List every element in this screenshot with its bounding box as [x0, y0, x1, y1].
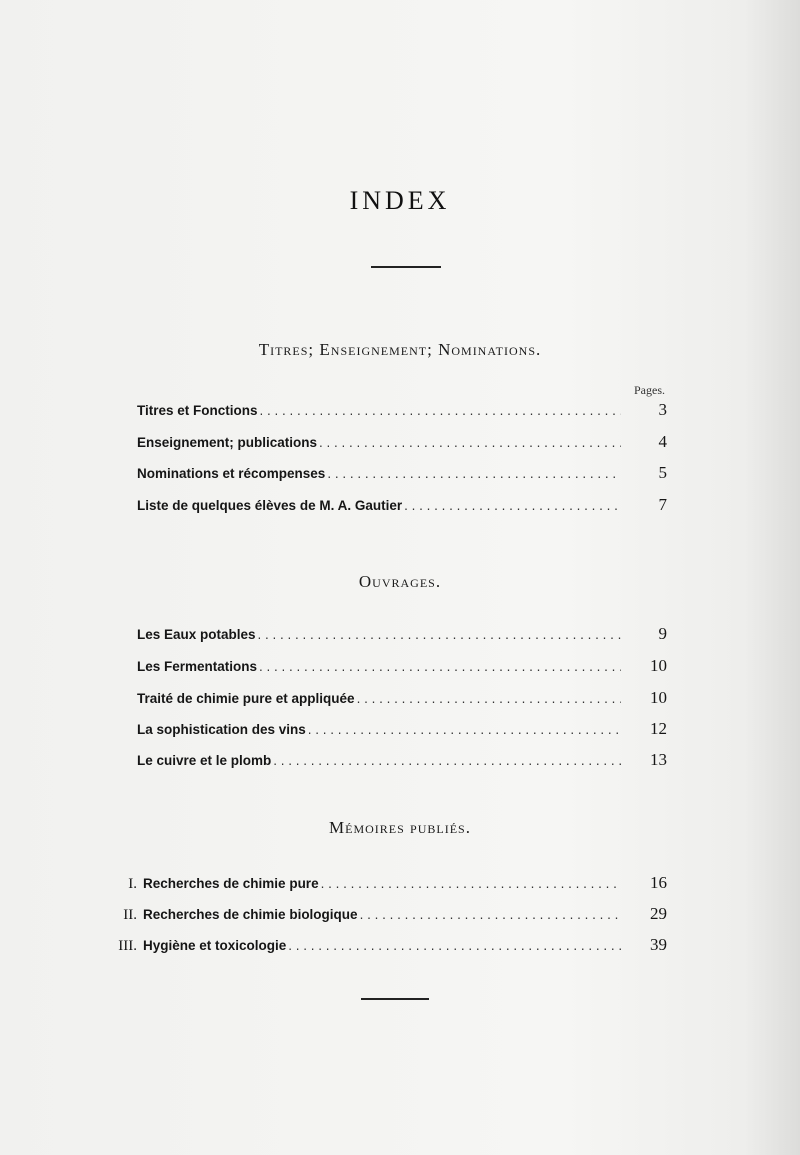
entry-label: Liste de quelques élèves de M. A. Gautier: [137, 498, 403, 513]
entry-page: 16: [650, 873, 667, 892]
section-heading-titres: Titres; Enseignement; Nominations.: [258, 340, 542, 359]
index-entry: [107, 873, 667, 897]
entry-page: 4: [658, 432, 667, 451]
entry-label: Recherches de chimie biologique: [143, 907, 358, 922]
leader-dots: [404, 498, 621, 513]
index-entry: [107, 935, 667, 959]
entry-page: 3: [658, 400, 667, 419]
entry-label: Hygiène et toxicologie: [143, 938, 287, 953]
title-rule: [371, 266, 441, 268]
entry-label: Nominations et récompenses: [137, 466, 326, 481]
section-heading-ouvrages: Ouvrages.: [358, 572, 442, 591]
leader-dots: [308, 722, 621, 737]
leader-dots: [360, 907, 621, 922]
entry-page: 12: [650, 719, 667, 738]
index-entry: [137, 495, 667, 519]
index-entry: [107, 904, 667, 928]
leader-dots: [260, 403, 621, 418]
entry-label: Le cuivre et le plomb: [137, 753, 272, 768]
leader-dots: [319, 435, 621, 450]
index-entry: [137, 400, 667, 424]
leader-dots: [327, 466, 621, 481]
index-entry: [137, 750, 667, 774]
leader-dots: [258, 627, 621, 642]
entry-page: 10: [650, 688, 667, 707]
entry-label: Titres et Fonctions: [137, 403, 258, 418]
entry-roman-numeral: III.: [118, 938, 137, 954]
leader-dots: [321, 876, 621, 891]
entry-page: 7: [658, 495, 667, 514]
index-entry: [137, 719, 667, 743]
index-entry: [137, 432, 667, 456]
pages-column-label: Pages.: [634, 383, 665, 397]
index-entry: [137, 688, 667, 712]
entry-label: Enseignement; publications: [137, 435, 318, 450]
end-rule: [361, 998, 429, 1000]
page-title: INDEX: [349, 186, 451, 215]
entry-page: 10: [650, 656, 667, 675]
entry-label: Recherches de chimie pure: [143, 876, 319, 891]
entry-roman-numeral: II.: [123, 907, 137, 923]
leader-dots: [357, 691, 621, 706]
entry-page: 29: [650, 904, 667, 923]
entry-roman-numeral: I.: [128, 876, 137, 892]
index-entry: [137, 624, 667, 648]
section-heading-memoires: Mémoires publiés.: [329, 818, 471, 837]
index-entry: [137, 656, 667, 680]
entry-page: 13: [650, 750, 667, 769]
entry-label: Les Eaux potables: [137, 627, 256, 642]
leader-dots: [288, 938, 621, 953]
entry-page: 9: [658, 624, 667, 643]
entry-label: Les Fermentations: [137, 659, 258, 674]
entry-label: La sophistication des vins: [137, 722, 306, 737]
entry-label: Traité de chimie pure et appliquée: [137, 691, 355, 706]
entry-page: 39: [650, 935, 667, 954]
leader-dots: [259, 659, 621, 674]
entry-page: 5: [658, 463, 667, 482]
index-entry: [137, 463, 667, 487]
leader-dots: [273, 753, 621, 768]
